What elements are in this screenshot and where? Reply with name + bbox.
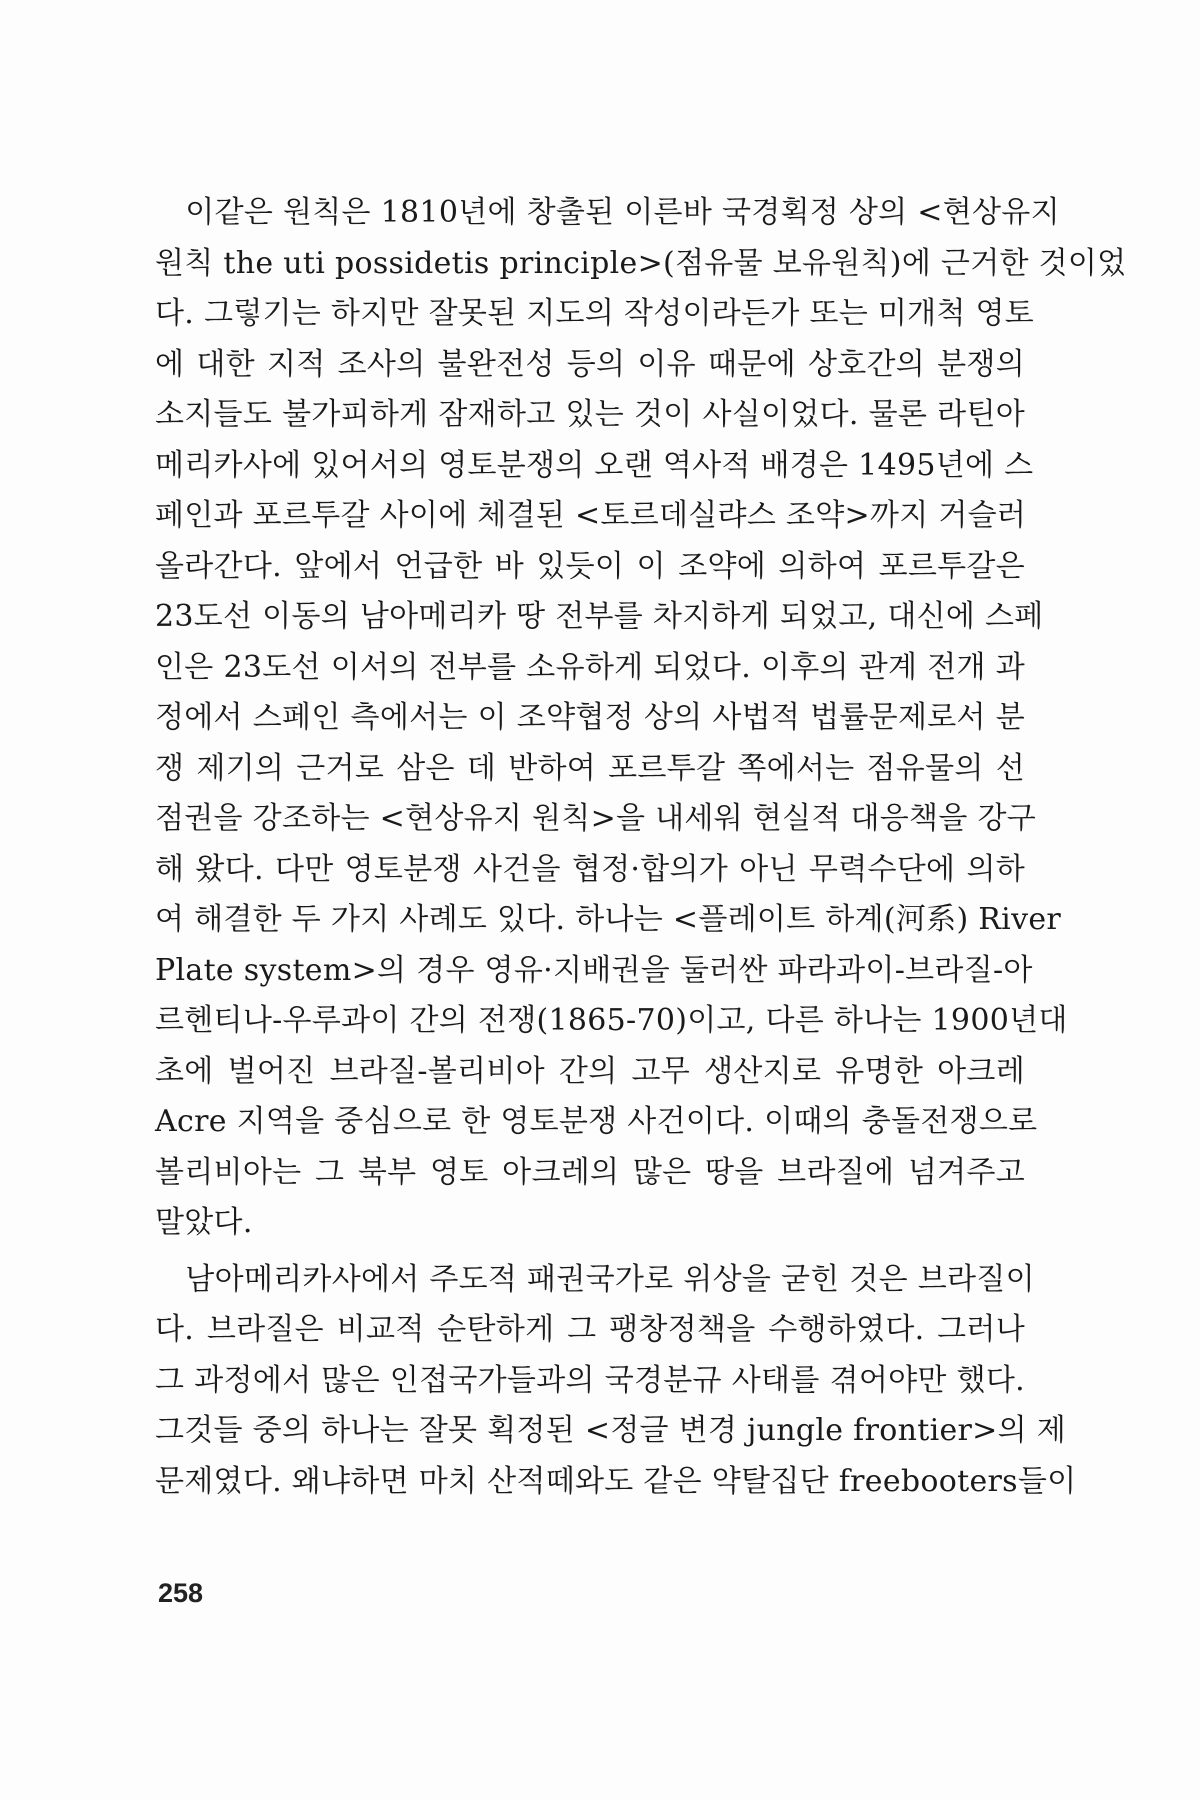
text-line: 다. 그렇기는 하지만 잘못된 지도의 작성이라든가 또는 미개척 영토 — [155, 296, 1035, 331]
text-line: 그 과정에서 많은 인접국가들과의 국경분규 사태를 겪어야만 했다. — [155, 1362, 1025, 1398]
text-line: 올라간다. 앞에서 언급한 바 있듯이 이 조약에 의하여 포르투갈은 — [155, 548, 1025, 584]
text-line: Plate system>의 경우 영유·지배권을 둘러싼 파라과이-브라질-아 — [155, 952, 1033, 988]
text-line: 여 해결한 두 가지 사례도 있다. 하나는 <플레이트 하계(河系) River — [155, 902, 1062, 937]
text-line: 메리카사에 있어서의 영토분쟁의 오랜 역사적 배경은 1495년에 스 — [155, 447, 1034, 483]
text-line: 볼리비아는 그 북부 영토 아크레의 많은 땅을 브라질에 넘겨주고 — [155, 1154, 1025, 1190]
text-line: 점권을 강조하는 <현상유지 원칙>을 내세워 현실적 대응책을 강구 — [155, 801, 1037, 836]
text-line: 소지들도 불가피하게 잠재하고 있는 것이 사실이었다. 물론 라틴아 — [155, 397, 1025, 432]
body-text — [155, 188, 1127, 1507]
text-line: 페인과 포르투갈 사이에 체결된 <토르데실랴스 조약>까지 거슬러 — [155, 498, 1027, 533]
text-line: 해 왔다. 다만 영토분쟁 사건을 협정·합의가 아닌 무력수단에 의하 — [155, 851, 1025, 887]
text-line: 정에서 스페인 측에서는 이 조약협정 상의 사법적 법률문제로서 분 — [155, 700, 1025, 735]
text-line: 다. 브라질은 비교적 순탄하게 그 팽창정책을 수행하였다. 그러나 — [155, 1312, 1025, 1347]
text-line: 23도선 이동의 남아메리카 땅 전부를 차지하게 되었고, 대신에 스페 — [155, 599, 1044, 634]
text-line: 인은 23도선 이서의 전부를 소유하게 되었다. 이후의 관계 전개 과 — [155, 649, 1025, 685]
page-number: 258 — [158, 1578, 204, 1608]
text-line: 이같은 원칙은 1810년에 창출된 이른바 국경획정 상의 <현상유지 — [155, 195, 1060, 230]
text-line: Acre 지역을 중심으로 한 영토분쟁 사건이다. 이때의 충돌전쟁으로 — [155, 1104, 1038, 1139]
text-line: 말았다. — [155, 1205, 253, 1240]
text-line: 원칙 the uti possidetis principle>(점유물 보유원칙)에 근거한 것이었 — [155, 245, 1127, 281]
text-line: 에 대한 지적 조사의 불완전성 등의 이유 때문에 상호간의 분쟁의 — [155, 346, 1025, 382]
paragraph-2 — [155, 1255, 1077, 1508]
text-line: 남아메리카사에서 주도적 패권국가로 위상을 굳힌 것은 브라질이 — [155, 1261, 1035, 1297]
text-line: 초에 벌어진 브라질-볼리비아 간의 고무 생산지로 유명한 아크레 — [155, 1053, 1025, 1089]
text-line: 쟁 제기의 근거로 삼은 데 반하여 포르투갈 쪽에서는 점유물의 선 — [155, 750, 1025, 786]
text-line: 그것들 중의 하나는 잘못 획정된 <정글 변경 jungle frontier>의 제 — [155, 1413, 1066, 1448]
paragraph-1 — [155, 188, 1127, 1249]
text-line: 문제였다. 왜냐하면 마치 산적떼와도 같은 약탈집단 freebooters들이 — [155, 1463, 1077, 1499]
text-line: 르헨티나-우루과이 간의 전쟁(1865-70)이고, 다른 하나는 1900년대 — [155, 1003, 1068, 1038]
